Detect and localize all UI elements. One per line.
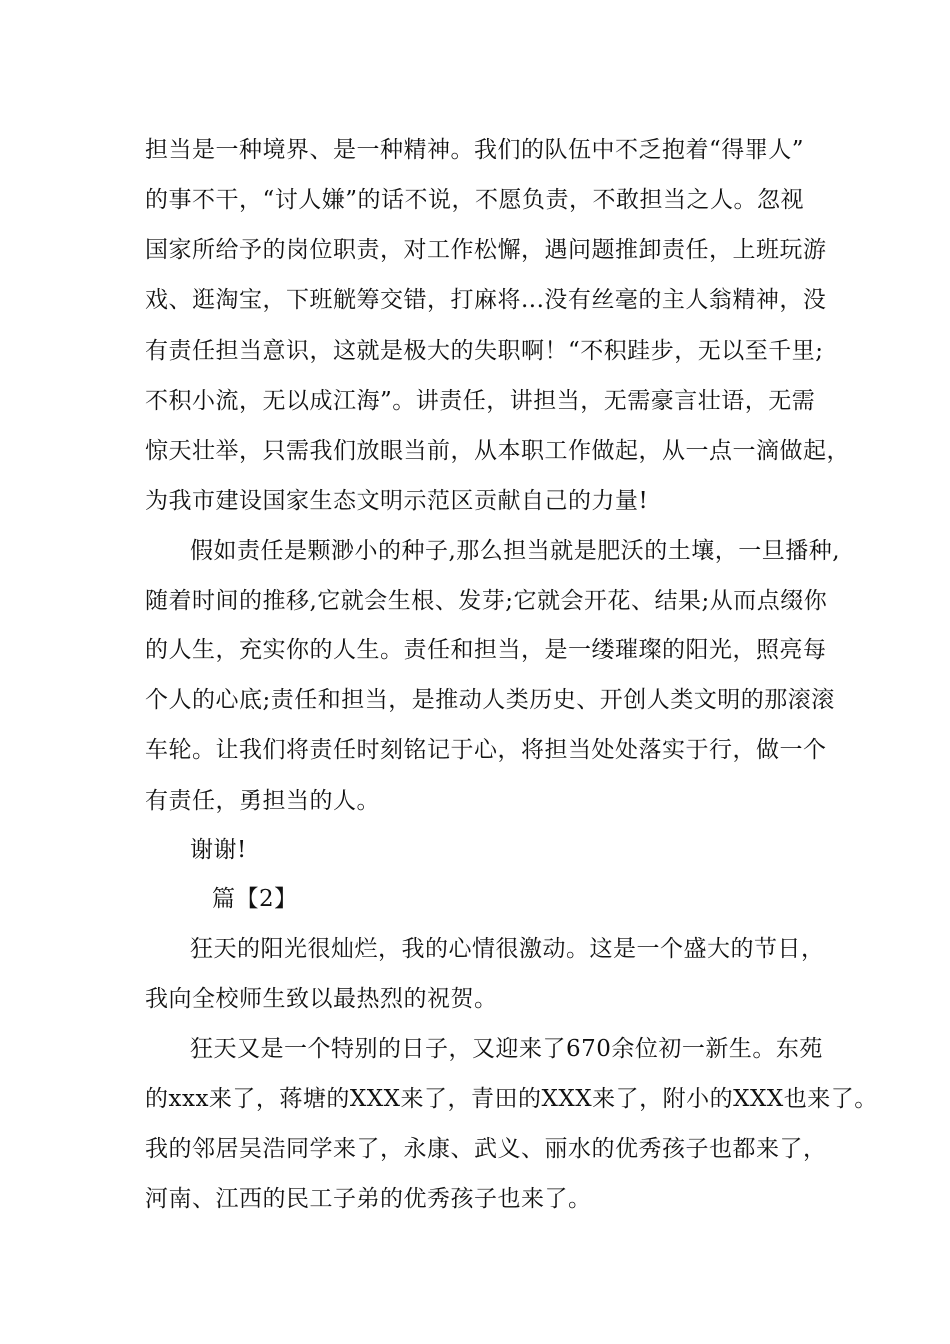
- paragraph-line: 个人的心底;责任和担当，是推动人类历史、开创人类文明的那滚滚: [145, 687, 835, 713]
- paragraph-line: 河南、江西的民工子弟的优秀孩子也来了。: [145, 1186, 592, 1212]
- paragraph-line: 车轮。让我们将责任时刻铭记于心，将担当处处落实于行，做一个: [145, 737, 827, 763]
- section-heading: 篇【2】: [212, 886, 298, 912]
- closing-line: 谢谢!: [190, 837, 247, 863]
- paragraph-line: 为我市建设国家生态文明示范区贡献自己的力量!: [145, 488, 649, 514]
- paragraph-line: 不积小流，无以成江海”。讲责任，讲担当，无需豪言壮语，无需: [145, 388, 816, 414]
- paragraph-line: 狂天又是一个特别的日子，又迎来了670余位初一新生。东苑: [190, 1036, 823, 1062]
- paragraph-line: 有责任，勇担当的人。: [145, 788, 380, 814]
- paragraph-line: 假如责任是颗渺小的种子,那么担当就是肥沃的土壤，一旦播种,: [190, 538, 841, 564]
- paragraph-line: 惊天壮举，只需我们放眼当前，从本职工作做起，从一点一滴做起，: [145, 438, 850, 464]
- paragraph-line: 有责任担当意识，这就是极大的失职啊！“不积跬步，无以至千里;: [145, 338, 824, 364]
- paragraph-line: 担当是一种境界、是一种精神。我们的队伍中不乏抱着“得罪人”: [145, 137, 805, 163]
- paragraph-line: 随着时间的推移,它就会生根、发芽;它就会开花、结果;从而点缀你: [145, 588, 828, 614]
- paragraph-line: 我的邻居吴浩同学来了，永康、武义、丽水的优秀孩子也都来了，: [145, 1136, 827, 1162]
- paragraph-line: 国家所给予的岗位职责，对工作松懈，遇问题推卸责任，上班玩游: [145, 237, 827, 263]
- paragraph-line: 的事不干，“讨人嫌”的话不说，不愿负责，不敢担当之人。忽视: [145, 187, 805, 213]
- paragraph-line: 戏、逛淘宝，下班觥筹交错，打麻将...没有丝毫的主人翁精神，没: [145, 287, 827, 313]
- paragraph-line: 的xxx来了，蒋塘的XXX来了，青田的XXX来了，附小的XXX也来了。: [145, 1086, 878, 1112]
- paragraph-line: 的人生，充实你的人生。责任和担当，是一缕璀璨的阳光，照亮每: [145, 637, 827, 663]
- paragraph-line: 我向全校师生致以最热烈的祝贺。: [145, 986, 498, 1012]
- paragraph-line: 狂天的阳光很灿烂，我的心情很激动。这是一个盛大的节日，: [190, 936, 825, 962]
